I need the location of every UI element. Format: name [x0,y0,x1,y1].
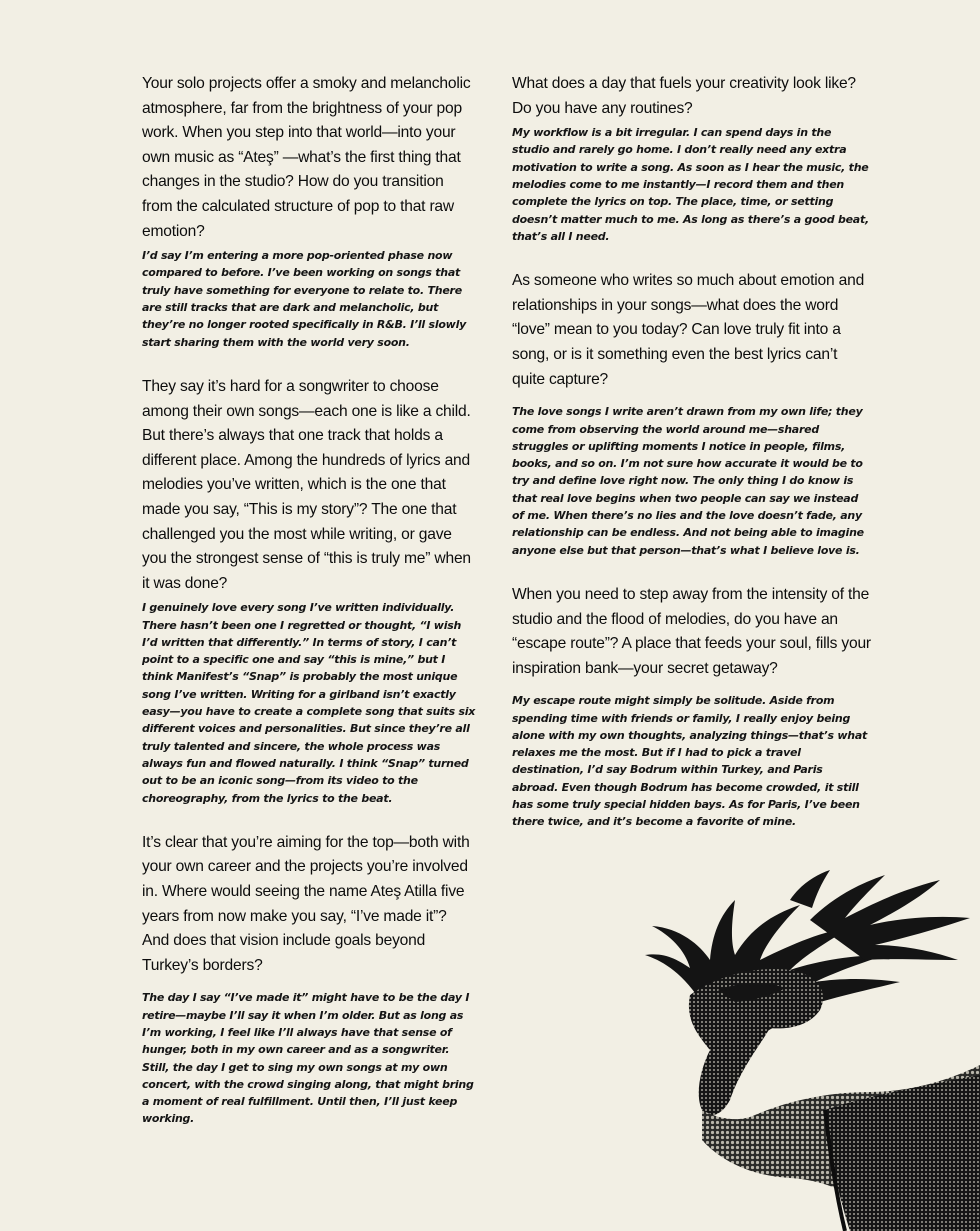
qa-block [142,831,477,1128]
interview-answer: The day I say “I’ve made it” might have to be the day I retire—maybe I’ll say it when I’m older. But as long as I’m working, I feel like I’ll always have that sense of hunger, both in my own career and as a songwriter. Still, the day I get to sing my own songs at my own concert, with the crowd singing along, that might bring a moment of real fulfillment. Until then, I’ll just keep working. [142,991,474,1126]
interview-question: Your solo projects offer a smoky and melancholic atmosphere, far from the brightness of your pop work. When you step into that world—into your own music as “Ateş” —what’s the first thing that changes in the studio? How do you transition from the calculated structure of pop to that raw emotion? [142,75,471,240]
qa-block [142,375,477,807]
interview-answer: The love songs I write aren’t drawn from my own life; they come from observing the world around me—shared struggles or uplifting moments I notice in people, films, books, and so on. I’m not sure how accurate it would be to try and define love right now. The only thing I do know is that real love begins when two people can say we instead of me. When there’s no lies and the love doesn’t fade, any relationship can be endless. And not being able to imagine anyone else but that person—that’s what I believe love is. [512,405,864,557]
qa-block [512,583,872,831]
interview-question: What does a day that fuels your creativity look like? Do you have any routines? [512,75,856,117]
qa-block [512,72,872,245]
interview-answer: I genuinely love every song I’ve written individually. There hasn’t been one I regretted or thought, “I wish I’d written that differently.” In terms of story, I can’t point to a specific one and say “this is mine,” but I think Manifest’s “Snap” is probably the most unique song I’ve written. Writing for a girlband isn’t exactly easy—you have to create a complete song that suits six different voices and personalities. But since they’re all truly talented and sincere, the whole process was always fun and flowed naturally. I think “Snap” turned out to be an iconic song—from its video to the choreography, from the lyrics to the beat. [142,601,476,805]
interview-question: They say it’s hard for a songwriter to choose among their own songs—each one is like a child. But there’s always that one track that holds a different place. Among the hundreds of lyrics and melodies you’ve written, which is the one that made you say, “This is my story”? The one that challenged you the most while writing, or gave you the strongest sense of “this is truly me” when it was done? [142,377,471,592]
interview-question: When you need to step away from the intensity of the studio and the flood of melodies, do you have an “escape route”? A place that feeds your soul, fills your inspiration bank—your secret getaway? [512,585,871,677]
interview-question: It’s clear that you’re aiming for the top—both with your own career and the projects you’re involved in. Where would seeing the name Ateş Atilla five years from now make you say, “I’ve made it”? And does that vision include goals beyond Turkey’s borders? [142,833,470,974]
flaming-hand-illustration [640,860,980,1231]
interview-answer: My escape route might simply be solitude. Aside from spending time with friends or family, I really enjoy being alone with my own thoughts, analyzing things—that’s what relaxes me the most. But if I had to pick a travel destination, I’d say Bodrum within Turkey, and Paris abroad. Even though Bodrum has become crowded, it still has some truly special hidden bays. As for Paris, I’ve been there twice, and it’s become a favorite of mine. [512,694,867,829]
right-column [512,72,872,831]
interview-answer: My workflow is a bit irregular. I can spend days in the studio and rarely go home. I don’t really need any extra motivation to write a song. As soon as I hear the music, the melodies come to me instantly—I record them and then complete the lyrics on top. The place, time, or setting doesn’t matter much to me. As long as there’s a good beat, that’s all I need. [512,126,869,243]
interview-question: As someone who writes so much about emotion and relationships in your songs—what does the word “love” mean to you today? Can love truly fit into a song, or is it something even the best lyrics can’t quite capture? [512,272,865,388]
qa-block [512,269,872,559]
left-column [142,72,477,1128]
qa-block [142,72,477,351]
interview-answer: I’d say I’m entering a more pop-oriented phase now compared to before. I’ve been working on songs that truly have something for everyone to relate to. There are still tracks that are dark and melancholic, but they’re no longer rooted specifically in R&B. I’ll slowly start sharing them with the world very soon. [142,249,467,349]
